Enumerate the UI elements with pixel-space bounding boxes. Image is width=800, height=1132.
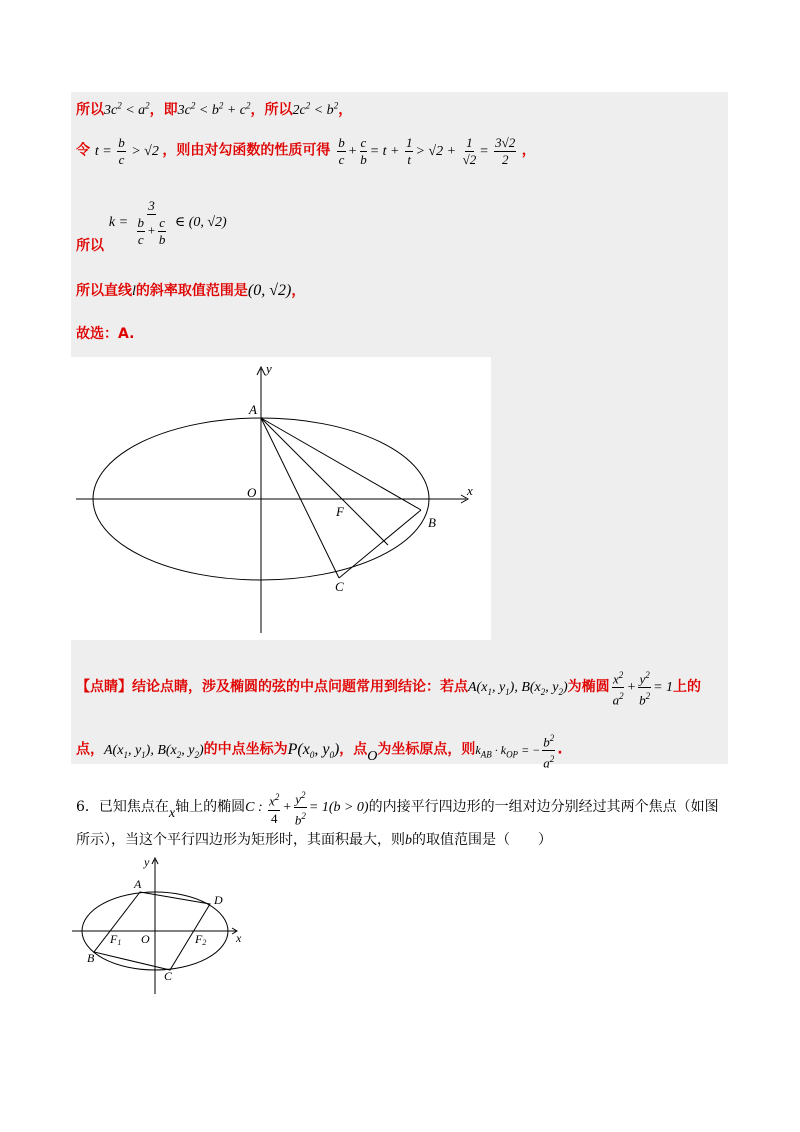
math-expr: $\frac{b}{c}$ + $\frac{c}{b}$ = t + $\frac{1}{t}$ > √2 + $\frac{1}{√2}$ = $\frac{3√2}{2}$ <box>338 135 516 167</box>
math-expr: l <box>132 284 136 299</box>
math-expr: $A(x_1$, $y_1$), $B(x_2$, $y_2$) <box>104 742 204 760</box>
math-expr: $2c^2 < b^2$ <box>292 100 339 118</box>
question-6-line-2: 所示），当这个平行四边形为矩形时，其面积最大，则b的取值范围是（ ） <box>76 832 552 848</box>
segment-BC <box>339 510 421 578</box>
math-expr: O <box>367 748 378 764</box>
solution-line-2: 令 t = $\frac{b}{c}$ > √2 ，则由对勾函数的性质可得 $\frac{b}{c}$ + $\frac{c}{b}$ = t + $\frac{1}{t}$ > √2 + $\frac{1}{√2}$ = $\frac{3√2}{2}$ ， <box>76 135 536 167</box>
math-expr: $3c^2 < a^2$ <box>104 100 150 118</box>
label-C: C <box>164 969 173 983</box>
question-6-line-1: 6．已知焦点在x轴上的椭圆C : $\frac{x^2}{4}$ + $\frac{y^2}{b^2}$ = 1(b > 0)的内接平行四边形的一组对边分别经过其两个焦点（如图 <box>76 787 719 829</box>
label-y: y <box>144 855 150 869</box>
ellipse-figure-1 <box>71 357 491 640</box>
segment-AB <box>261 418 421 510</box>
label-B: B <box>428 515 436 530</box>
math-expr: b <box>405 833 412 848</box>
label-O: O <box>141 932 150 946</box>
math-expr: k = 3 $\frac{b}{c}$ + $\frac{c}{b}$ ∈ (0, √2) <box>108 198 227 247</box>
segment-AC <box>261 418 339 578</box>
label-D: D <box>214 893 223 907</box>
math-expr: $A(x_1$, $y_1$), $B(x_2$, $y_2$) <box>468 680 568 697</box>
label-B: B <box>87 951 95 965</box>
math-expr: $P(x_0$, $y_0$) <box>287 740 340 760</box>
remark-line-2: 点，$A(x_1$, $y_1$), $B(x_2$, $y_2$)的中点坐标为$P(x_0$, $y_0$)，点O为坐标原点，则$k_{AB} \cdot k_{OP}$ = − $\frac{b^2}{a^2}$ . <box>76 730 563 772</box>
remark-line-1: 【点睛】结论点睛，涉及椭圆的弦的中点问题常用到结论：若点$A(x_1$, $y_1$), $B(x_2$, $y_2$)为椭圆 $\frac{x^2}{a^2}$ + $\frac{y^2}{b^2}$ = 1上的 <box>76 667 701 709</box>
math-expr: (0, √2) <box>247 282 292 299</box>
solution-line-1: 所以$3c^2 < a^2$，即$3c^2 < b^2 + c^2$，所以$2c^2 < b^2$， <box>76 100 353 118</box>
label-A: A <box>249 402 257 417</box>
label-F: F <box>336 504 344 519</box>
math-expr: C : $\frac{x^2}{4}$ + $\frac{y^2}{b^2}$ = 1(b > 0) <box>245 800 368 815</box>
label-A: A <box>134 877 142 891</box>
label-x: x <box>467 483 473 498</box>
math-expr: $3c^2 < b^2 + c^2$ <box>177 100 251 118</box>
label-O: O <box>247 485 257 500</box>
label-F2: F2 <box>195 932 207 947</box>
solution-line-4: 所以直线l的斜率取值范围是(0, √2)， <box>76 282 306 299</box>
label-C: C <box>335 579 344 594</box>
math-expr: t = $\frac{b}{c}$ > √2 <box>94 135 163 167</box>
ellipse-diagram-2 <box>70 854 252 996</box>
label-y: y <box>266 361 272 376</box>
label-x: x <box>236 931 242 945</box>
solution-line-5: 故选：A. <box>76 326 135 342</box>
ellipse-figure-2 <box>70 854 252 996</box>
ellipse-diagram-1 <box>71 357 491 640</box>
math-expr: x <box>168 806 176 822</box>
math-expr: $k_{AB} \cdot k_{OP}$ = − $\frac{b^2}{a^2}$ <box>475 743 557 757</box>
solution-line-3: 所以 k = 3 $\frac{b}{c}$ + $\frac{c}{b}$ ∈ (0, √2) <box>76 198 227 255</box>
label-F1: F1 <box>110 932 122 947</box>
math-expr: $\frac{x^2}{a^2}$ + $\frac{y^2}{b^2}$ = 1 <box>610 680 673 695</box>
